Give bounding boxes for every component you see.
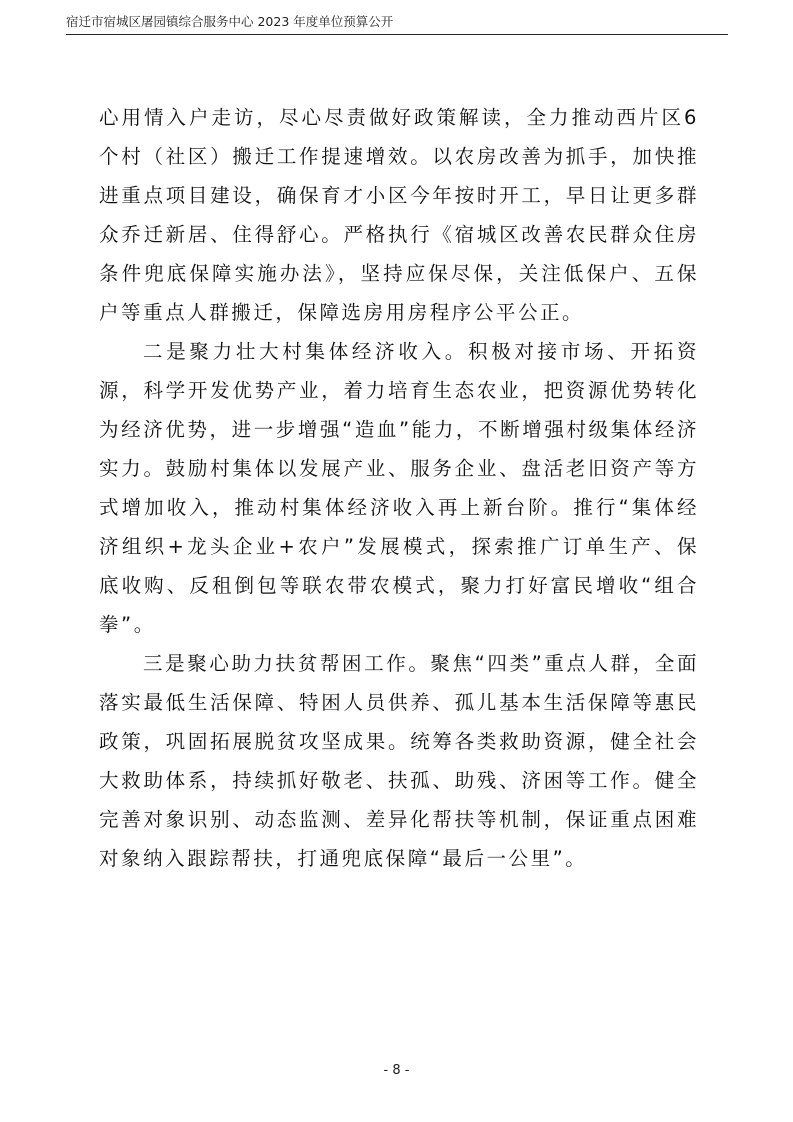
header-title: 宿迁市宿城区屠园镇综合服务中心 2023 年度单位预算公开 bbox=[66, 14, 394, 29]
paragraph-collective-economy: 二是聚力壮大村集体经济收入。积极对接市场、开拓资源，科学开发优势产业，着力培育生态农业，把资源优势转化为经济优势，进一步增强“造血”能力，不断增强村级集体经济实力。鼓励村集体以发展产业、服务企业、盘活老旧资产等方式增加收入，推动村集体经济收入再上新台阶。推行“集体经济组织+龙头企业+农户”发展模式，探索推广订单生产、保底收购、反租倒包等联农带农模式，聚力打好富民增收“组合拳”。 bbox=[99, 340, 699, 636]
paragraph-poverty-relief: 三是聚心助力扶贫帮困工作。聚焦“四类”重点人群，全面落实最低生活保障、特困人员供养、孤儿基本生活保障等惠民政策，巩固拓展脱贫攻坚成果。统筹各类救助资源，健全社会大救助体系，持续抓好敬老、扶孤、助残、济困等工作。健全完善对象识别、动态监测、差异化帮扶等机制，保证重点困难对象纳入跟踪帮扶，打通兜底保障“最后一公里”。 bbox=[99, 652, 699, 870]
paragraph-continued: 心用情入户走访，尽心尽责做好政策解读，全力推动西片区6个村（社区）搬迁工作提速增效。以农房改善为抓手，加快推进重点项目建设，确保育才小区今年按时开工，早日让更多群众乔迁新居、住得舒心。严格执行《宿城区改善农民群众住房条件兜底保障实施办法》，坚持应保尽保，关注低保户、五保户等重点人群搬迁，保障选房用房程序公平公正。 bbox=[99, 106, 699, 324]
document-body bbox=[99, 98, 699, 878]
page-number: - 8 - bbox=[383, 1063, 410, 1078]
page-header bbox=[66, 12, 728, 35]
